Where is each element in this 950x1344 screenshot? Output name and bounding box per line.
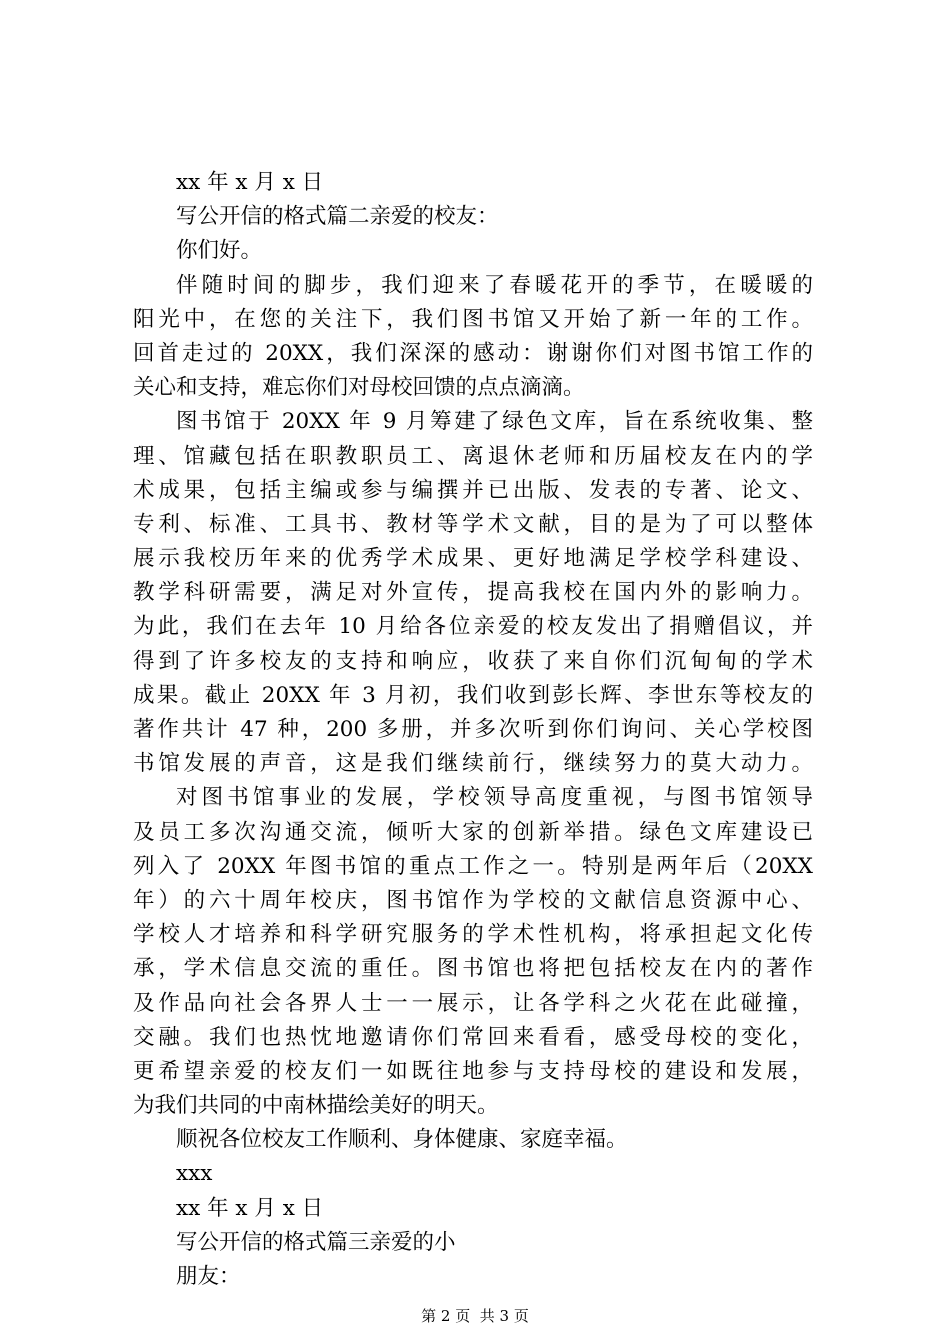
text-line: xx 年 x 月 x 日 xyxy=(176,1195,324,1221)
text-line: 展示我校历年来的优秀学术成果、更好地满足学校学科建设、 xyxy=(133,546,813,572)
text-line: 朋友： xyxy=(176,1264,241,1289)
text-line: 成果。截止 20XX 年 3 月初，我们收到彭长辉、李世东等校友的 xyxy=(133,682,813,708)
text-line: xx 年 x 月 x 日 xyxy=(176,170,324,195)
text-line: 为此，我们在去年 10 月给各位亲爱的校友发出了捐赠倡议，并 xyxy=(133,614,813,640)
text-line: 承，学术信息交流的重任。图书馆也将把包括校友在内的著作 xyxy=(133,956,813,982)
letter-body xyxy=(133,166,813,1294)
text-line: 著作共计 47 种，200 多册，并多次听到你们询问、关心学校图 xyxy=(133,717,813,742)
text-line: 顺祝各位校友工作顺利、身体健康、家庭幸福。 xyxy=(176,1127,628,1153)
text-line: 年）的六十周年校庆，图书馆作为学校的文献信息资源中心、 xyxy=(133,887,813,913)
text-line: 为我们共同的中南林描绘美好的明天。 xyxy=(133,1093,499,1119)
text-line: 列入了 20XX 年图书馆的重点工作之一。特别是两年后（20XX xyxy=(133,853,813,879)
text-line: 书馆发展的声音，这是我们继续前行，继续努力的莫大动力。 xyxy=(133,751,813,777)
text-line: 学校人才培养和科学研究服务的学术性机构，将承担起文化传 xyxy=(133,922,813,948)
text-line: 写公开信的格式篇三亲爱的小 xyxy=(176,1229,456,1255)
text-line: 及作品向社会各界人士一一展示，让各学科之火花在此碰撞， xyxy=(133,990,813,1016)
text-line: 教学科研需要，满足对外宣传，提高我校在国内外的影响力。 xyxy=(133,580,813,606)
text-line: 对图书馆事业的发展，学校领导高度重视，与图书馆领导 xyxy=(176,785,813,811)
text-line: 回首走过的 20XX，我们深深的感动：谢谢你们对图书馆工作的 xyxy=(133,340,813,366)
text-line: 得到了许多校友的支持和响应，收获了来自你们沉甸甸的学术 xyxy=(133,648,813,674)
text-line: 专利、标准、工具书、教材等学术文献，目的是为了可以整体 xyxy=(133,511,813,537)
text-line: 交融。我们也热忱地邀请你们常回来看看，感受母校的变化， xyxy=(133,1024,813,1050)
text-line: 伴随时间的脚步，我们迎来了春暖花开的季节，在暖暖的 xyxy=(176,272,813,298)
text-line: 阳光中，在您的关注下，我们图书馆又开始了新一年的工作。 xyxy=(133,306,813,332)
text-line: 及员工多次沟通交流，倾听大家的创新举措。绿色文库建设已 xyxy=(133,819,813,845)
page-footer xyxy=(0,1306,950,1326)
text-line: 图书馆于 20XX 年 9 月筹建了绿色文库，旨在系统收集、整 xyxy=(176,409,813,435)
page-number-label: 第 2 页 共 3 页 xyxy=(421,1307,529,1325)
text-line: 关心和支持，难忘你们对母校回馈的点点滴滴。 xyxy=(133,375,585,401)
text-line: 更希望亲爱的校友们一如既往地参与支持母校的建设和发展， xyxy=(133,1058,813,1084)
text-line: xxx xyxy=(176,1161,213,1187)
text-line: 术成果，包括主编或参与编撰并已出版、发表的专著、论文、 xyxy=(133,477,813,503)
text-line: 你们好。 xyxy=(176,238,263,264)
text-line: 理、馆藏包括在职教职员工、离退休老师和历届校友在内的学 xyxy=(133,443,813,469)
text-line: 写公开信的格式篇二亲爱的校友： xyxy=(176,204,499,230)
